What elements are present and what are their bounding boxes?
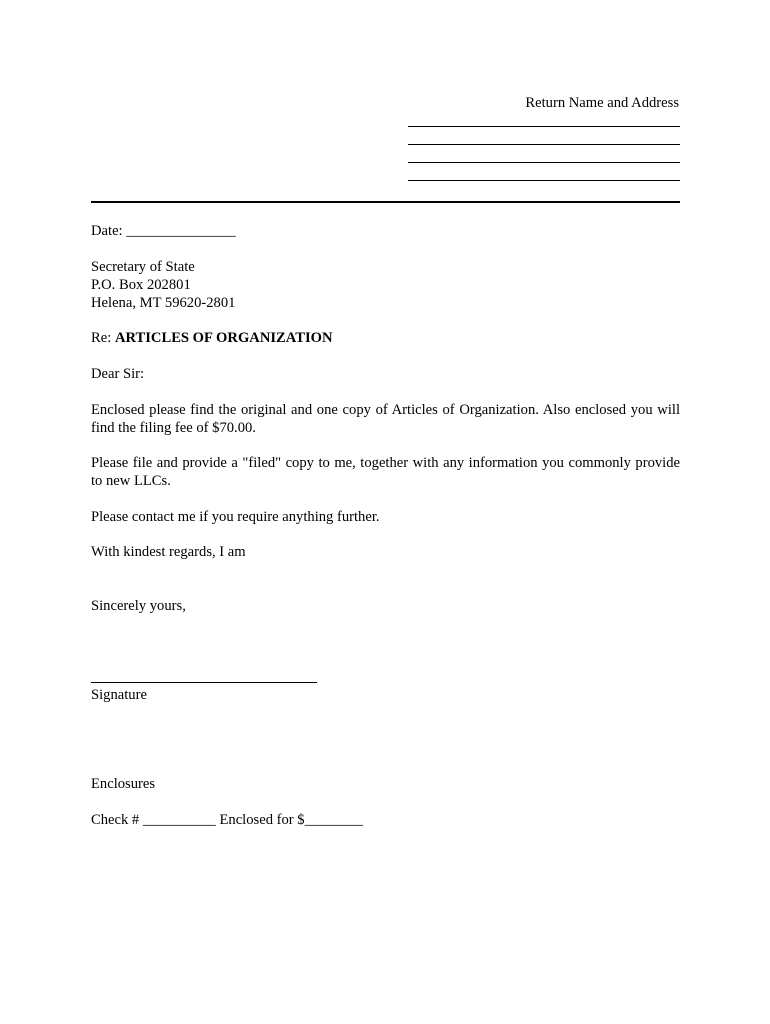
header-divider: [91, 201, 680, 203]
return-address-line-2: [408, 144, 680, 145]
body-paragraph-1: Enclosed please find the original and one copy of Articles of Organization. Also enclosed you will find the filing fee of $70.00.: [91, 402, 680, 436]
re-line: [91, 329, 680, 347]
signature-line: [91, 682, 317, 683]
recipient-line-1: Secretary of State: [91, 259, 195, 275]
return-address-line-1: [408, 126, 680, 127]
closing: Sincerely yours,: [91, 598, 186, 614]
date-line: [91, 222, 680, 240]
recipient-address: [91, 258, 680, 312]
enclosures-label: Enclosures: [91, 776, 156, 792]
recipient-line-3: Helena, MT 59620-2801: [91, 295, 236, 311]
return-address-line-4: [408, 180, 680, 181]
salutation: Dear Sir:: [91, 366, 145, 382]
body-paragraph-3: Please contact me if you require anything further.: [91, 509, 380, 525]
re-label: Re:: [91, 330, 112, 346]
recipient-line-2: P.O. Box 202801: [91, 277, 191, 293]
check-enclosed-line: Check # __________ Enclosed for $________: [91, 812, 363, 828]
date-label: Date:: [91, 223, 123, 239]
body-paragraph-4: With kindest regards, I am: [91, 544, 246, 560]
return-address-line-3: [408, 162, 680, 163]
return-name-address-label: Return Name and Address: [525, 95, 679, 111]
date-blank: _______________: [126, 223, 236, 239]
re-subject: ARTICLES OF ORGANIZATION: [114, 330, 333, 346]
signature-label: Signature: [91, 687, 147, 703]
body-paragraph-2: Please file and provide a "filed" copy to me, together with any information you commonly provide to new LLCs.: [91, 455, 680, 489]
